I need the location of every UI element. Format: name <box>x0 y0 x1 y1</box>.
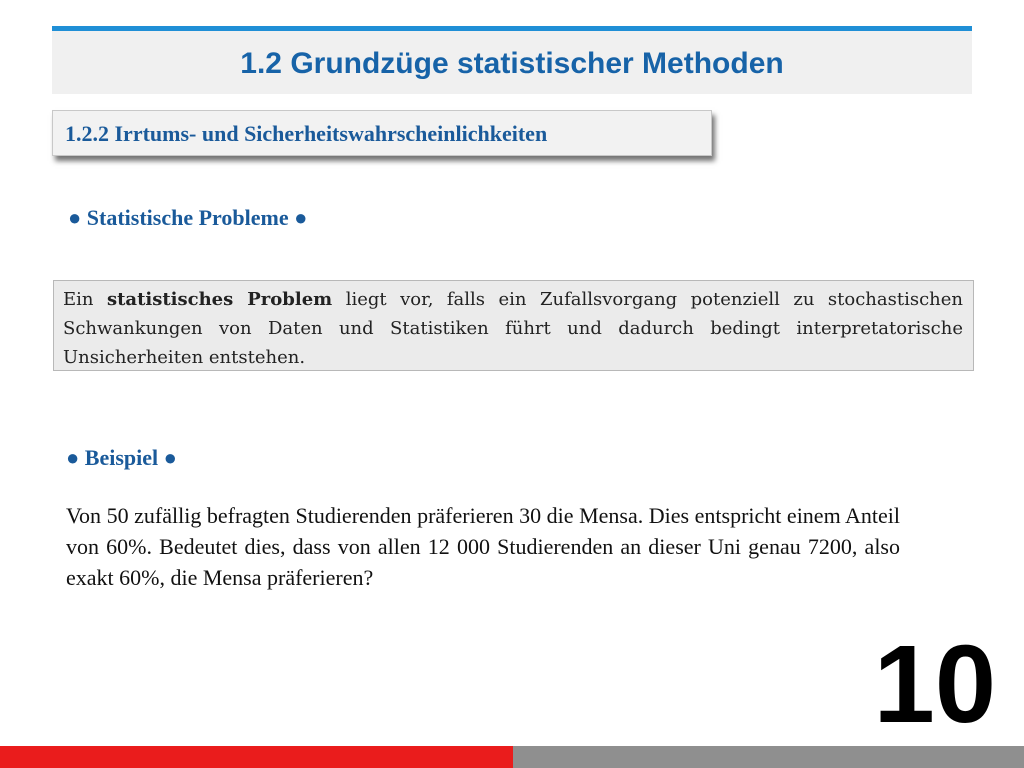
footer-bar-red <box>0 746 513 768</box>
footer-bar-gray <box>513 746 1024 768</box>
problem-heading <box>68 205 307 231</box>
definition-term: statistisches Problem <box>106 289 333 310</box>
problem-heading-label: Statistische Probleme <box>86 205 289 230</box>
slide-title: 1.2 Grundzüge statistischer Methoden <box>240 47 784 80</box>
bullet-icon: ● <box>294 205 308 230</box>
example-heading <box>66 445 177 471</box>
definition-prefix: Ein <box>63 289 107 310</box>
definition-box <box>53 280 974 371</box>
page-number: 10 <box>873 623 996 746</box>
section-title: 1.2.2 Irrtums- und Sicherheitswahrscheinlichkeiten <box>65 121 548 146</box>
example-text: Von 50 zufällig befragten Studierenden präferieren 30 die Mensa. Dies entspricht einem Anteil von 60%. Bedeutet dies, dass von allen 12 000 Studierenden an dieser Uni genau 7200, also exakt 60%, die Mensa präferieren? <box>66 503 900 590</box>
section-box <box>52 110 712 156</box>
bullet-icon: ● <box>68 205 82 230</box>
definition-text <box>63 285 963 372</box>
bullet-icon: ● <box>163 445 177 470</box>
example-heading-label: Beispiel <box>84 445 159 470</box>
header-band <box>52 26 972 94</box>
bullet-icon: ● <box>66 445 80 470</box>
definition-body: liegt vor, falls ein Zufallsvorgang potenziell zu stochastischen Schwankungen von Daten und Statistiken führt und dadurch bedingt interpretatorische Unsicherheiten entstehen. <box>63 289 963 368</box>
